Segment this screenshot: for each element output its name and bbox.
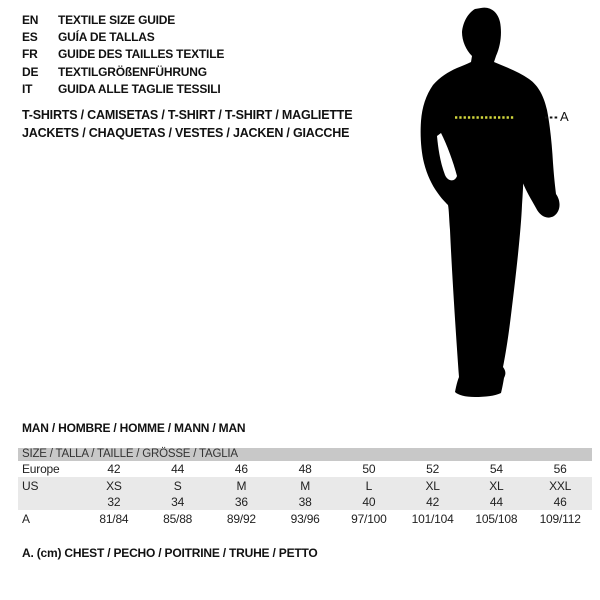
table-cell: 81/84 <box>99 511 129 526</box>
language-code: ES <box>22 30 38 45</box>
table-cell: L <box>365 478 373 493</box>
table-cell: S <box>173 478 182 493</box>
category-line-jackets: JACKETS / CHAQUETAS / VESTES / JACKEN / GIACCHE <box>22 125 350 140</box>
table-cell: XS <box>106 478 122 493</box>
size-table <box>18 448 592 527</box>
table-cell: 46 <box>553 495 567 509</box>
table-cell: 40 <box>362 495 376 509</box>
silhouette-body <box>421 8 560 397</box>
language-code: DE <box>22 64 39 79</box>
language-code: IT <box>22 82 33 97</box>
table-cell: XXL <box>549 478 572 493</box>
table-cell: 105/108 <box>475 511 518 526</box>
language-row <box>22 63 224 80</box>
table-cell: XL <box>425 478 440 493</box>
table-row-us-numbers <box>18 494 592 510</box>
table-cell: 89/92 <box>226 511 256 526</box>
table-cell: 42 <box>426 495 440 509</box>
language-label: GUÍA DE TALLAS <box>58 30 155 45</box>
table-cell: 93/96 <box>290 511 320 526</box>
man-silhouette-graphic <box>415 5 565 398</box>
table-cell: 36 <box>234 495 248 509</box>
table-cell: 34 <box>171 495 185 509</box>
category-line-tshirts: T-SHIRTS / CAMISETAS / T-SHIRT / T-SHIRT / MAGLIETTE <box>22 108 353 122</box>
table-cell: 109/112 <box>539 511 581 526</box>
table-cell: 46 <box>234 462 248 476</box>
language-code: FR <box>22 47 38 62</box>
language-guide-list <box>22 11 224 98</box>
table-cell: 56 <box>553 462 567 476</box>
man-figure <box>415 5 565 398</box>
table-cell: M <box>236 478 247 493</box>
table-cell: 50 <box>362 462 376 476</box>
language-row <box>22 28 224 45</box>
table-row-label: US <box>22 478 39 493</box>
language-label: TEXTILE SIZE GUIDE <box>58 12 176 27</box>
section-title-man: MAN / HOMBRE / HOMME / MANN / MAN <box>22 421 246 435</box>
table-cell: 97/100 <box>351 511 387 526</box>
measurement-footnote: A. (cm) CHEST / PECHO / POITRINE / TRUHE / PETTO <box>22 546 318 560</box>
table-cell: 44 <box>489 495 503 509</box>
language-label: GUIDE DES TAILLES TEXTILE <box>58 47 225 62</box>
table-cell: M <box>300 478 311 493</box>
size-table-header: SIZE / TALLA / TAILLE / GRÖSSE / TAGLIA <box>18 448 592 461</box>
language-row <box>22 46 224 63</box>
table-cell: 32 <box>107 495 121 509</box>
table-cell: 52 <box>426 462 440 476</box>
table-cell: 54 <box>489 462 503 476</box>
table-row-label <box>18 494 82 510</box>
category-lines <box>22 107 352 142</box>
table-cell: 44 <box>171 462 185 476</box>
language-label: GUIDA ALLE TAGLIE TESSILI <box>58 82 221 97</box>
language-label: TEXTILGRÖßENFÜHRUNG <box>58 64 207 79</box>
table-row-europe <box>18 461 592 477</box>
table-cell: 38 <box>298 495 312 509</box>
table-row-label: A <box>22 511 30 526</box>
table-cell: 85/88 <box>163 511 193 526</box>
table-cell: 101/104 <box>411 511 454 526</box>
table-row-us-letters <box>18 477 592 494</box>
language-row <box>22 11 224 28</box>
table-cell: 48 <box>298 462 312 476</box>
table-cell: XL <box>489 478 504 493</box>
table-row-label: Europe <box>22 462 60 476</box>
language-code: EN <box>22 12 39 27</box>
table-row-chest <box>18 510 592 527</box>
table-cell: 42 <box>107 462 121 476</box>
language-row <box>22 81 224 98</box>
measure-label-a: A <box>560 109 569 124</box>
